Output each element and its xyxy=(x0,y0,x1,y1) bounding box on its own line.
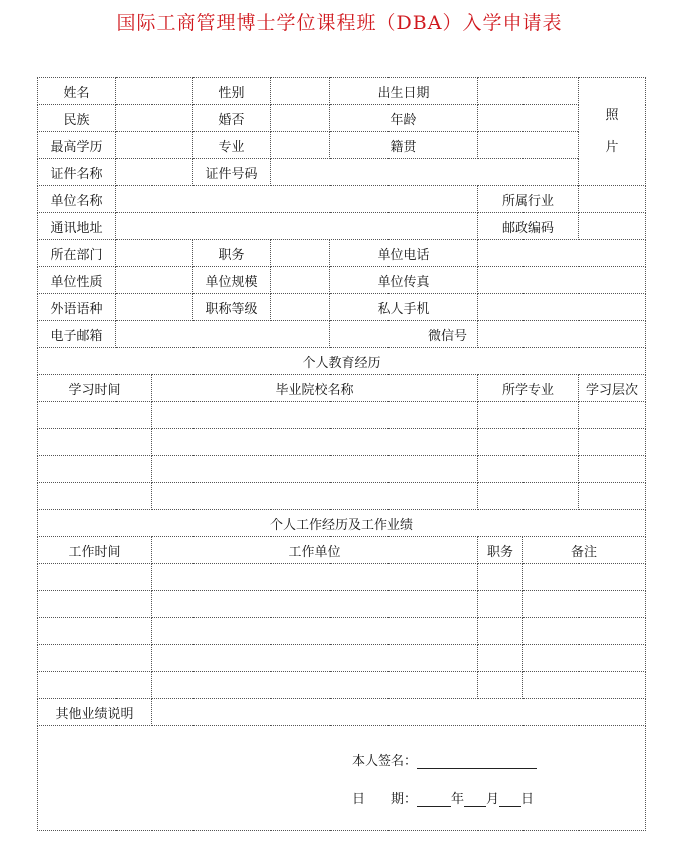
work-header-unit: 工作单位 xyxy=(152,537,478,564)
edu-cell[interactable] xyxy=(478,429,579,456)
field-industry[interactable] xyxy=(579,186,646,213)
row-org-3 xyxy=(38,240,646,267)
edu-cell[interactable] xyxy=(152,483,478,510)
work-cell[interactable] xyxy=(152,618,478,645)
edu-row xyxy=(38,402,646,429)
field-education[interactable] xyxy=(116,132,193,159)
field-id-type[interactable] xyxy=(116,159,193,186)
row-basic-3 xyxy=(38,132,646,159)
label-unit-nature: 单位性质 xyxy=(38,267,116,294)
edu-cell[interactable] xyxy=(152,456,478,483)
label-unit-fax: 单位传真 xyxy=(330,267,478,294)
row-basic-2 xyxy=(38,105,646,132)
row-org-1 xyxy=(38,186,646,213)
label-unit-name: 单位名称 xyxy=(38,186,116,213)
label-wechat: 微信号 xyxy=(330,321,478,348)
edu-header-major: 所学专业 xyxy=(478,375,579,402)
label-address: 通讯地址 xyxy=(38,213,116,240)
row-signature xyxy=(38,726,646,831)
edu-cell[interactable] xyxy=(579,402,646,429)
work-cell[interactable] xyxy=(523,672,646,699)
field-native-place[interactable] xyxy=(478,132,579,159)
work-cell[interactable] xyxy=(38,564,152,591)
row-org-2 xyxy=(38,213,646,240)
work-row xyxy=(38,591,646,618)
label-name: 姓名 xyxy=(38,78,116,105)
field-department[interactable] xyxy=(116,240,193,267)
edu-row xyxy=(38,429,646,456)
row-basic-1 xyxy=(38,78,646,105)
field-position[interactable] xyxy=(271,240,330,267)
photo-box[interactable] xyxy=(579,78,646,186)
edu-cell[interactable] xyxy=(38,456,152,483)
label-gender: 性别 xyxy=(193,78,271,105)
work-header-remarks: 备注 xyxy=(523,537,646,564)
label-position: 职务 xyxy=(193,240,271,267)
work-cell[interactable] xyxy=(478,591,523,618)
field-email[interactable] xyxy=(116,321,330,348)
field-age[interactable] xyxy=(478,105,579,132)
work-row xyxy=(38,645,646,672)
work-cell[interactable] xyxy=(152,672,478,699)
edu-cell[interactable] xyxy=(152,402,478,429)
row-other xyxy=(38,699,646,726)
field-marital[interactable] xyxy=(271,105,330,132)
label-industry: 所属行业 xyxy=(478,186,579,213)
date-label: 日 期： xyxy=(352,792,418,807)
date-month-field[interactable] xyxy=(464,793,486,807)
work-header-position: 职务 xyxy=(478,537,523,564)
row-org-6 xyxy=(38,321,646,348)
label-email: 电子邮箱 xyxy=(38,321,116,348)
application-form-table xyxy=(37,77,646,831)
label-age: 年龄 xyxy=(330,105,478,132)
education-section-title: 个人教育经历 xyxy=(38,348,646,375)
label-title-level: 职称等级 xyxy=(193,294,271,321)
edu-cell[interactable] xyxy=(38,402,152,429)
edu-cell[interactable] xyxy=(579,483,646,510)
field-major[interactable] xyxy=(271,132,330,159)
label-native-place: 籍贯 xyxy=(330,132,478,159)
field-wechat[interactable] xyxy=(478,321,646,348)
signature-line xyxy=(352,750,537,769)
field-name[interactable] xyxy=(116,78,193,105)
work-cell[interactable] xyxy=(523,618,646,645)
edu-cell[interactable] xyxy=(152,429,478,456)
edu-row xyxy=(38,456,646,483)
label-ethnicity: 民族 xyxy=(38,105,116,132)
date-day-label: 日 xyxy=(521,792,535,807)
work-row xyxy=(38,672,646,699)
work-cell[interactable] xyxy=(152,564,478,591)
date-line xyxy=(352,788,534,807)
edu-cell[interactable] xyxy=(478,402,579,429)
edu-cell[interactable] xyxy=(579,456,646,483)
field-address[interactable] xyxy=(116,213,478,240)
work-section-title: 个人工作经历及工作业绩 xyxy=(38,510,646,537)
row-org-5 xyxy=(38,294,646,321)
label-unit-phone: 单位电话 xyxy=(330,240,478,267)
work-cell[interactable] xyxy=(38,618,152,645)
field-birth-date[interactable] xyxy=(478,78,579,105)
work-cell[interactable] xyxy=(523,591,646,618)
signature-area xyxy=(38,726,646,831)
field-unit-name[interactable] xyxy=(116,186,478,213)
date-day-field[interactable] xyxy=(499,793,521,807)
work-cell[interactable] xyxy=(478,645,523,672)
photo-label-2: 片 xyxy=(605,139,619,155)
photo-label-1: 照 xyxy=(605,107,619,123)
edu-header-school: 毕业院校名称 xyxy=(152,375,478,402)
field-unit-phone[interactable] xyxy=(478,240,646,267)
edu-cell[interactable] xyxy=(579,429,646,456)
edu-cell[interactable] xyxy=(38,429,152,456)
field-postcode[interactable] xyxy=(579,213,646,240)
signature-field[interactable] xyxy=(417,755,537,769)
work-cell[interactable] xyxy=(38,672,152,699)
edu-header-time: 学习时间 xyxy=(38,375,152,402)
work-cell[interactable] xyxy=(523,564,646,591)
field-ethnicity[interactable] xyxy=(116,105,193,132)
field-gender[interactable] xyxy=(271,78,330,105)
field-unit-scale[interactable] xyxy=(271,267,330,294)
label-id-number: 证件号码 xyxy=(193,159,271,186)
date-year-label: 年 xyxy=(451,792,465,807)
form-title: 国际工商管理博士学位课程班（DBA）入学申请表 xyxy=(116,12,563,34)
label-postcode: 邮政编码 xyxy=(478,213,579,240)
work-cell[interactable] xyxy=(38,645,152,672)
work-cell[interactable] xyxy=(478,672,523,699)
edu-cell[interactable] xyxy=(478,483,579,510)
label-language: 外语语种 xyxy=(38,294,116,321)
edu-header-level: 学习层次 xyxy=(579,375,646,402)
edu-row xyxy=(38,483,646,510)
label-unit-scale: 单位规模 xyxy=(193,267,271,294)
date-year-field[interactable] xyxy=(417,793,451,807)
work-cell[interactable] xyxy=(152,645,478,672)
field-title-level[interactable] xyxy=(271,294,330,321)
field-unit-nature[interactable] xyxy=(116,267,193,294)
work-cell[interactable] xyxy=(478,564,523,591)
date-month-label: 月 xyxy=(486,792,500,807)
label-marital: 婚否 xyxy=(193,105,271,132)
work-row xyxy=(38,618,646,645)
work-row xyxy=(38,564,646,591)
label-mobile: 私人手机 xyxy=(330,294,478,321)
label-major: 专业 xyxy=(193,132,271,159)
row-basic-4 xyxy=(38,159,646,186)
edu-cell[interactable] xyxy=(478,456,579,483)
work-header-time: 工作时间 xyxy=(38,537,152,564)
label-other-achievements: 其他业绩说明 xyxy=(38,699,152,726)
row-work-header xyxy=(38,537,646,564)
work-cell[interactable] xyxy=(152,591,478,618)
work-cell[interactable] xyxy=(523,645,646,672)
work-cell[interactable] xyxy=(38,591,152,618)
field-id-number[interactable] xyxy=(271,159,579,186)
label-id-type: 证件名称 xyxy=(38,159,116,186)
edu-cell[interactable] xyxy=(38,483,152,510)
row-edu-section xyxy=(38,348,646,375)
row-work-section xyxy=(38,510,646,537)
field-other-achievements[interactable] xyxy=(152,699,646,726)
field-mobile[interactable] xyxy=(478,294,646,321)
row-org-4 xyxy=(38,267,646,294)
label-birth-date: 出生日期 xyxy=(330,78,478,105)
row-edu-header xyxy=(38,375,646,402)
field-unit-fax[interactable] xyxy=(478,267,646,294)
signature-label: 本人签名： xyxy=(352,754,418,769)
label-department: 所在部门 xyxy=(38,240,116,267)
field-language[interactable] xyxy=(116,294,193,321)
work-cell[interactable] xyxy=(478,618,523,645)
label-education: 最高学历 xyxy=(38,132,116,159)
